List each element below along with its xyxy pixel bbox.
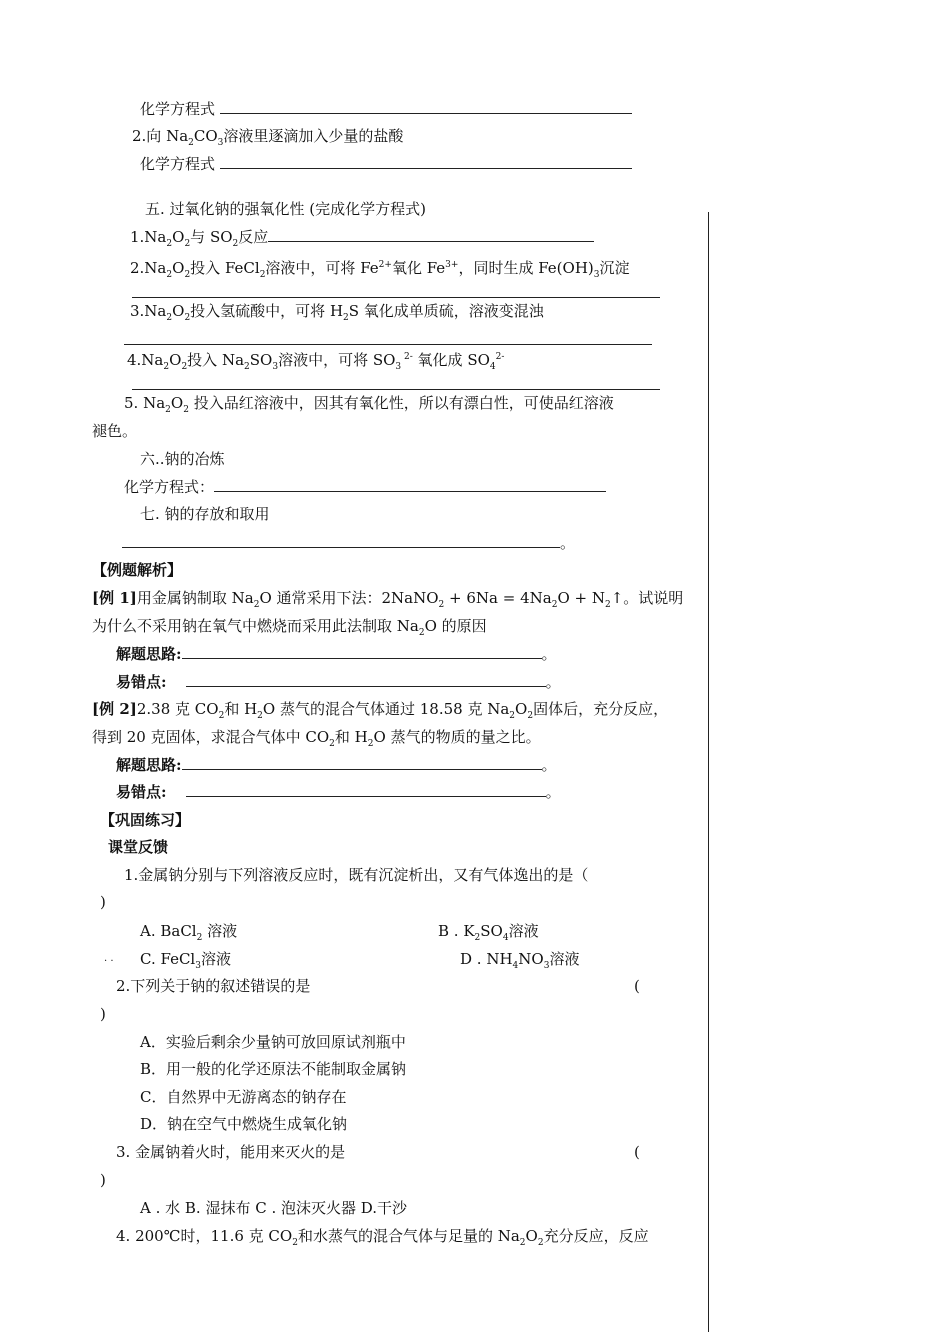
example-2-line2: 得到 20 克固体，求混合气体中 $CO_2$和 $H_2O$ 蒸气的物质的量之比。 [92, 728, 541, 749]
answer-line [124, 344, 652, 345]
answer-line [132, 297, 660, 298]
error-line: 易错点: 。 [116, 673, 561, 691]
example-2: [例 2]2.38 克 $CO_2$和 $H_2O$ 蒸气的混合气体通过 18.58 克 $Na_2O_2$固体后，充分反应， [92, 700, 669, 721]
paren-close: ) [100, 1005, 106, 1023]
section-title: 七. 钠的存放和取用 [140, 505, 270, 523]
item-text: 2.向 $Na_2CO_3$溶液里逐滴加入少量的盐酸 [132, 127, 404, 148]
paren-close: ) [100, 893, 106, 911]
options-row: A . 水 B. 湿抹布 C . 泡沫灭火器 D.干沙 [140, 1199, 408, 1217]
answer-line: 。 [122, 533, 575, 553]
equation-line: 化学方程式 [140, 154, 632, 174]
question-3: 3. 金属钠着火时，能用来灭火的是 [116, 1143, 346, 1161]
paren-open: ( [634, 1143, 640, 1161]
margin-rule [708, 212, 709, 1332]
error-line: 易错点: 。 [116, 783, 561, 801]
option-d: D．钠在空气中燃烧生成氧化钠 [140, 1115, 348, 1133]
solution-line: 解题思路: 。 [116, 756, 557, 774]
example-1-line2: 为什么不采用钠在氧气中燃烧而采用此法制取 $Na_2O$ 的原因 [92, 617, 487, 638]
item-text: $4.Na_2O_2$投入 $Na_2SO_3$溶液中，可将 $SO_3$ $^{2-}$ 氧化成 $SO_4^{2-}$ [127, 351, 505, 372]
example-1: [例 1]用金属钠制取 $Na_2O$ 通常采用下法：2NaNO$_2$ + $6Na = 4Na_2O$ + $N_2↑$。试说明 [92, 589, 684, 610]
paren-open: ( [634, 977, 640, 995]
item-text: 5. $Na_2O_2$ 投入品红溶液中，因其有氧化性，所以有漂白性，可使品红溶液 [124, 394, 614, 415]
equation-line: 化学方程式 [140, 99, 632, 119]
item-text: 褪色。 [92, 422, 138, 440]
solution-line: 解题思路: 。 [116, 645, 557, 663]
paren-close: ) [100, 1171, 106, 1189]
question-4: 4. 200℃时，11.6 克 $CO_2$和水蒸气的混合气体与足量的 $Na_2O_2$充分反应，反应 [116, 1227, 649, 1248]
item-text: $3.Na_2O_2$投入氢硫酸中，可将 $H_2S$ 氧化成单质硫，溶液变混浊 [130, 302, 544, 323]
section-title: 六..钠的冶炼 [140, 450, 225, 468]
examples-header: 【例题解析】 [92, 561, 183, 579]
item-text: $2.Na_2O_2$投入 FeCl$_2$溶液中，可将 $Fe^{2+}$氧化 $Fe^{3+}$，同时生成 $Fe(OH)_3$沉淀 [130, 259, 630, 280]
section-title: 五. 过氧化钠的强氧化性 (完成化学方程式) [145, 200, 427, 218]
question-1: 1.金属钠分别与下列溶液反应时，既有沉淀析出，又有气体逸出的是（ [124, 866, 589, 884]
option-c: C. FeCl$_3$溶液 [140, 950, 231, 971]
option-a: A．实验后剩余少量钠可放回原试剂瓶中 [140, 1033, 406, 1051]
option-d: D . $NH_4NO_3$溶液 [460, 950, 580, 971]
option-c: C．自然界中无游离态的钠存在 [140, 1088, 347, 1106]
equation-line: 化学方程式： [124, 477, 606, 497]
practice-header: 【巩固练习】 [100, 811, 191, 829]
item-text: $1.Na_2O_2$与 $SO_2$反应 [130, 227, 594, 254]
option-b: B．用一般的化学还原法不能制取金属钠 [140, 1060, 407, 1078]
option-b: B . $K_2SO_4$溶液 [438, 922, 539, 943]
question-2: 2.下列关于钠的叙述错误的是 [116, 977, 311, 995]
option-a: A. BaCl$_2$ 溶液 [140, 922, 238, 943]
answer-line [132, 389, 660, 390]
dots: . . [104, 953, 114, 964]
practice-subheader: 课堂反馈 [108, 838, 169, 856]
